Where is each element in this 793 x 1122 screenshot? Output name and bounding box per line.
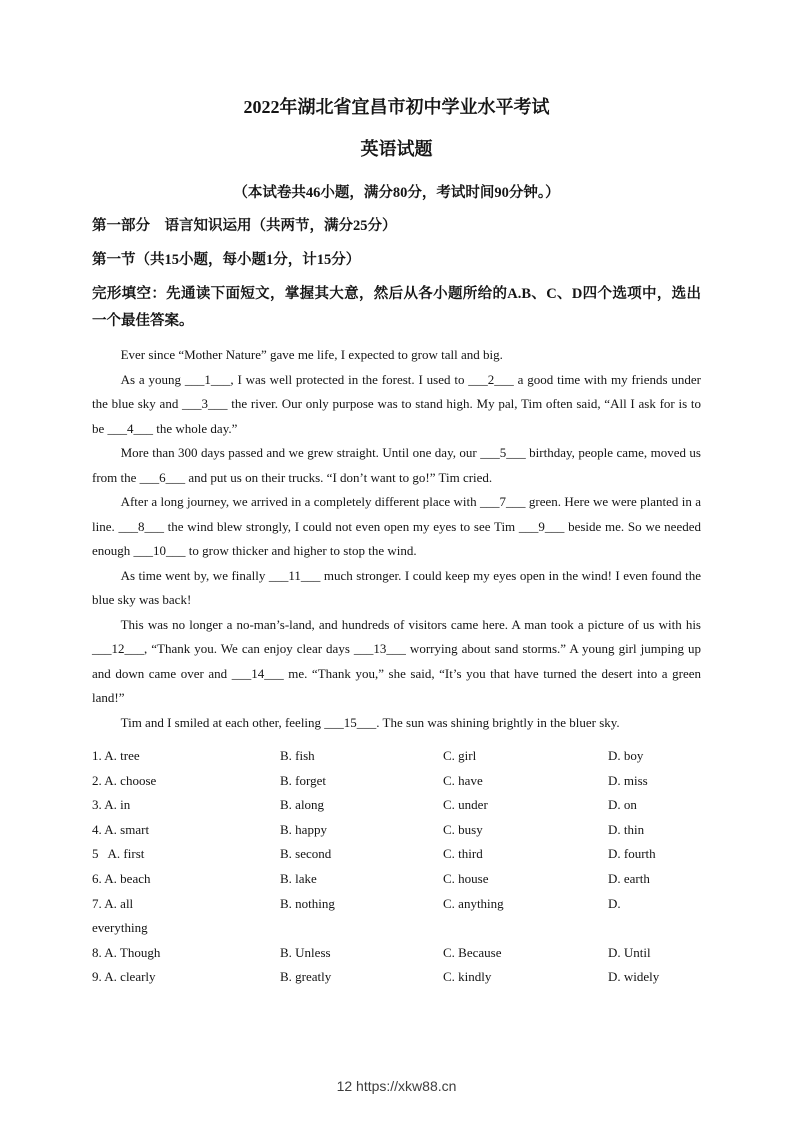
option-cell: D. xyxy=(608,895,621,911)
option-cell: 5 A. first xyxy=(92,846,145,862)
option-cell: D. widely xyxy=(608,969,660,985)
option-cell: D. thin xyxy=(608,821,645,837)
option-cell: 1. A. tree xyxy=(92,748,140,763)
part1-heading: 第一部分 语言知识运用（共两节，满分25分） xyxy=(92,218,397,234)
option-cell: 9. A. clearly xyxy=(92,969,156,985)
exam-subtitle: 英语试题 xyxy=(360,139,433,159)
option-cell: D. on xyxy=(608,797,637,813)
option-cell: C. Because xyxy=(443,944,502,960)
paper-info: （本试卷共46小题，满分80分，考试时间90分钟。） xyxy=(233,185,560,201)
option-cell: D. Until xyxy=(608,944,651,960)
option-cell: B. Unless xyxy=(280,944,331,960)
options-row xyxy=(92,793,701,818)
cloze-passage xyxy=(92,343,701,735)
option-cell xyxy=(443,916,608,941)
options-row xyxy=(92,769,701,794)
passage-paragraph: As a young ___1___, I was well protected in the forest. I used to ___2___ a good time with my friends under the blue sky and ___3___ the river. Our only purpose was to stand high. My pal, Tim often said, “All I ask for is to be ___4___ the whole day.” xyxy=(92,371,701,436)
options-row xyxy=(92,842,701,867)
passage-paragraph: Ever since “Mother Nature” gave me life, I expected to grow tall and big. xyxy=(120,347,503,362)
option-cell: C. have xyxy=(443,772,483,788)
passage-paragraph: More than 300 days passed and we grew straight. Until one day, our ___5___ birthday, people came, moved us from the ___6___ and put us on their trucks. “I don’t want to go!” Tim cried. xyxy=(92,445,701,485)
cloze-instruction: 完形填空：先通读下面短文，掌握其大意，然后从各小题所给的A.B、C、D四个选项中，选出一个最佳答案。 xyxy=(92,286,701,329)
passage-paragraph: This was no longer a no-man’s-land, and hundreds of visitors came here. A man took a picture of us with his ___12___, “Thank you. We can enjoy clear days ___13___ worrying about sand storms.” A young girl jumping up and down came over and ___14___ me. “Thank you,” she said, “It’s you that have turned the desert into a green land!” xyxy=(92,616,701,705)
option-cell: 7. A. all xyxy=(92,895,134,911)
option-cell: D. boy xyxy=(608,748,644,763)
options-row xyxy=(92,818,701,843)
option-cell: B. happy xyxy=(280,821,327,837)
section1-heading: 第一节（共15小题，每小题1分，计15分） xyxy=(92,252,361,268)
option-cell: everything xyxy=(92,920,148,936)
passage-paragraph: After a long journey, we arrived in a completely different place with ___7___ green. Here we were planted in a line. ___8___ the wind blew strongly, I could not even open my eyes to see Tim ___9___ beside me. So we needed enough ___10___ to grow thicker and higher to stop the wind. xyxy=(92,494,701,558)
option-cell: 2. A. choose xyxy=(92,772,157,788)
option-cell: 6. A. beach xyxy=(92,870,151,886)
option-cell: B. along xyxy=(280,797,325,813)
options-row xyxy=(92,916,701,941)
option-cell: D. earth xyxy=(608,870,650,886)
option-cell: B. fish xyxy=(280,748,315,763)
option-cell: C. girl xyxy=(443,748,477,763)
passage-paragraph: As time went by, we finally ___11___ much stronger. I could keep my eyes open in the wind! I even found the blue sky was back! xyxy=(92,567,701,607)
options-row xyxy=(92,941,701,966)
options-list xyxy=(92,744,701,990)
options-row xyxy=(92,892,701,917)
option-cell: D. fourth xyxy=(608,846,656,862)
option-cell: 8. A. Though xyxy=(92,944,161,960)
option-cell: C. under xyxy=(443,797,488,813)
option-cell: C. anything xyxy=(443,895,504,911)
option-cell: B. forget xyxy=(280,772,326,788)
option-cell: C. kindly xyxy=(443,969,492,985)
option-cell: C. busy xyxy=(443,821,483,837)
option-cell: B. greatly xyxy=(280,969,332,985)
options-row xyxy=(92,965,701,990)
option-cell: C. house xyxy=(443,870,489,886)
option-cell: B. second xyxy=(280,846,332,862)
option-cell: C. third xyxy=(443,846,483,862)
option-cell: B. lake xyxy=(280,870,317,886)
options-row xyxy=(92,867,701,892)
option-cell: 3. A. in xyxy=(92,797,131,813)
option-cell: D. miss xyxy=(608,772,648,788)
exam-title: 2022年湖北省宜昌市初中学业水平考试 xyxy=(243,97,550,117)
page-footer: 12 https://xkw88.cn xyxy=(336,1078,457,1094)
option-cell xyxy=(280,916,443,941)
options-row xyxy=(92,744,701,769)
option-cell: 4. A. smart xyxy=(92,821,150,837)
passage-paragraph: Tim and I smiled at each other, feeling ___15___. The sun was shining brightly in the bluer sky. xyxy=(120,714,620,730)
option-cell xyxy=(608,916,701,941)
option-cell: B. nothing xyxy=(280,895,335,911)
